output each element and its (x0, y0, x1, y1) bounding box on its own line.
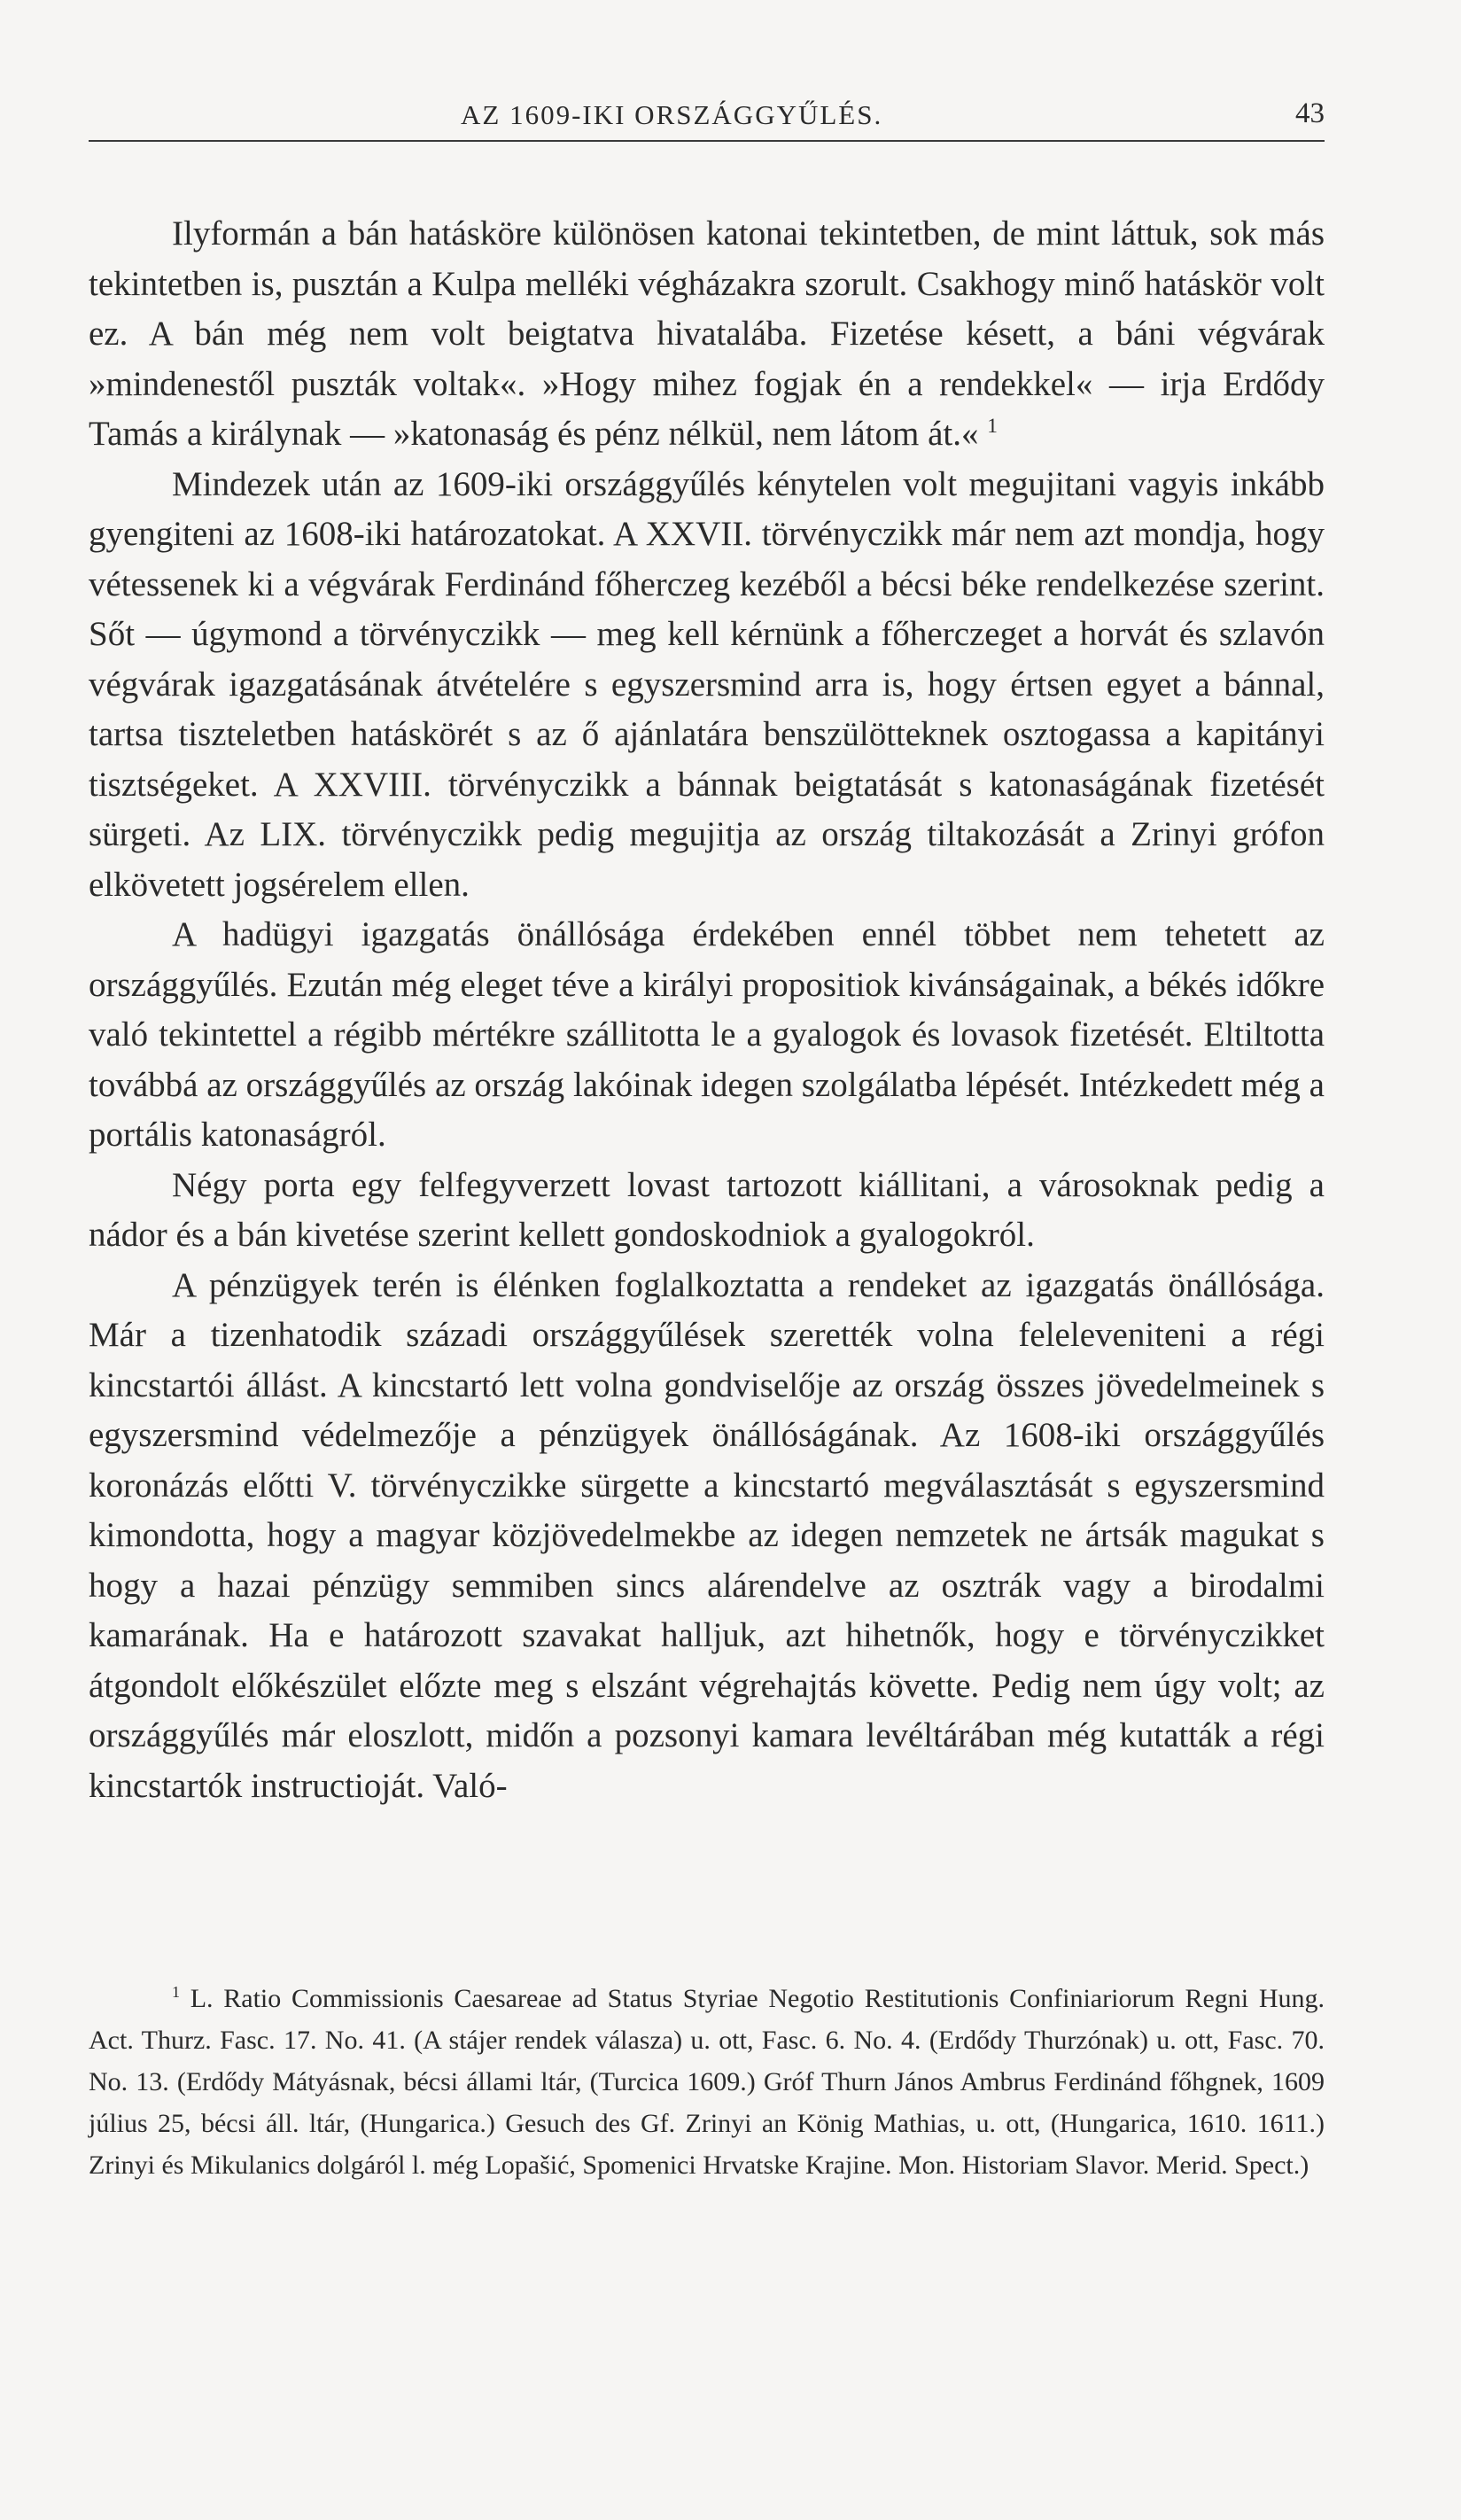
paragraph (89, 910, 1325, 1161)
paragraph-text: Mindezek után az 1609-iki országgyűlés kénytelen volt megujitani vagyis inkább gyengiteni az 1608-iki határozatokat. A XXVII. törvényczikk már nem azt mondja, hogy vétessenek ki a végvárak Ferdinánd főherczeg kezéből a bécsi béke rendelkezése szerint. Sőt — úgymond a törvényczikk — meg kell kérnünk a főherczeget a horvát és szlavón végvárak igazgatásának átvételére s egyszersmind arra is, hogy értsen egyet a bánnal, tartsa tiszteletben hatáskörét s az ő ajánlatára benszülötteknek osztogassa a kapitányi tisztségeket. A XXVIII. törvényczikk a bánnak beigtatását s katonaságának fizetését sürgeti. Az LIX. törvényczikk pedig megujitja az ország tiltakozását a Zrinyi grófon elkövetett jogsérelem ellen. (89, 464, 1325, 904)
paragraph-text: Ilyformán a bán hatásköre különösen katonai tekintetben, de mint láttuk, sok más tekintetben is, pusztán a Kulpa melléki végházakra szorult. Csakhogy minő hatáskör volt ez. A bán még nem volt beigtatva hivatalába. Fizetése késett, a báni végvárak »mindenestől puszták voltak«. »Hogy mihez fogjak én a rendekkel« — irja Erdődy Tamás a királynak — »katonaság és pénz nélkül, nem látom át.« (89, 214, 1325, 453)
paragraph (89, 209, 1325, 460)
footnotes (89, 1978, 1325, 2186)
page-number: 43 (1295, 97, 1325, 129)
paragraph-text: A pénzügyek terén is élénken foglalkoztatta a rendeket az igazgatás önállósága. Már a tizenhatodik századi országgyűlések szerették volna feleleveniteni a régi kincstartói állást. A kincstartó lett volna gondviselője az ország összes jövedelmeinek s egyszersmind védelmezője a pénzügyek önállóságának. Az 1608-iki országgyűlés koronázás előtti V. törvényczikke sürgette a kincstartó megválasztását s egyszersmind kimondotta, hogy a magyar közjövedelmekbe az idegen nemzetek ne ártsák magukat s hogy a hazai pénzügy semmiben sincs alárendelve az osztrák vagy a birodalmi kamarának. Ha e határozott szavakat halljuk, azt hihetnők, hogy e törvényczikket átgondolt előkészület előzte meg s elszánt végrehajtás követte. Pedig nem úgy volt; az országgyűlés már eloszlott, midőn a pozsonyi kamara levéltárában még kutatták a régi kincstartók instructioját. Való- (89, 1265, 1325, 1805)
paragraph-text: A hadügyi igazgatás önállósága érdekében ennél többet nem tehetett az országgyűlés. Ezután még eleget téve a királyi propositiok kivánságainak, a békés időkre való tekintettel a régibb mértékre szállitotta le a gyalogok és lovasok fizetését. Eltiltotta továbbá az országgyűlés az ország lakóinak idegen szolgálatba lépését. Intézkedett még a portális katonaságról. (89, 915, 1325, 1154)
footnote-text: L. Ratio Commissionis Caesareae ad Status Styriae Negotio Restitutionis Confiniariorum Regni Hung. Act. Thurz. Fasc. 17. No. 41. (A stájer rendek válasza) u. ott, Fasc. 6. No. 4. (Erdődy Thurzónak) u. ott, Fasc. 70. No. 13. (Erdődy Mátyásnak, bécsi állami ltár, (Turcica 1609.) Gróf Thurn János Ambrus Ferdinánd főhgnek, 1609 július 25, bécsi áll. ltár, (Hungarica.) Gesuch des Gf. Zrinyi an König Mathias, u. ott, (Hungarica, 1610. 1611.) Zrinyi és Mikulanics dolgáról l. még Lopašić, Spomenici Hrvatske Krajine. Mon. Historiam Slavor. Merid. Spect.) (89, 1984, 1325, 2180)
paragraph (89, 1161, 1325, 1261)
paragraph-text: Négy porta egy felfegyverzett lovast tartozott kiállitani, a városoknak pedig a nádor és a bán kivetése szerint kellett gondoskodniok a gyalogokról. (89, 1165, 1325, 1254)
footnote-reference: 1 (987, 415, 998, 438)
main-text (89, 209, 1325, 1811)
page-header (89, 96, 1325, 142)
footnote (89, 1978, 1325, 2186)
footnote-marker: 1 (172, 1983, 180, 2001)
running-title: AZ 1609-IKI ORSZÁGGYŰLÉS. (461, 99, 883, 130)
paragraph (89, 460, 1325, 911)
paragraph (89, 1261, 1325, 1812)
